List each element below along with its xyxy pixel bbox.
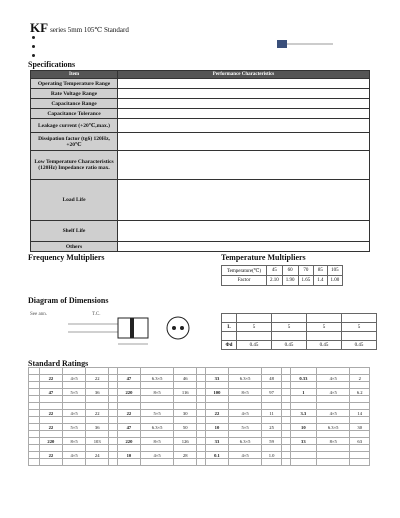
- dimension-table: [221, 313, 377, 350]
- diagram-label-top: T.C.: [92, 312, 101, 317]
- table-row: Rate Voltage Range: [31, 89, 370, 99]
- table-row: Capacitance Tolerance: [31, 109, 370, 119]
- table-row: Leakage current (+20℃,max.): [31, 119, 370, 133]
- table-row: [222, 314, 377, 323]
- table-row: 22 4×5 22 47 6.3×5 46 33 6.3×5 48 0.33 4×5 2: [29, 375, 370, 382]
- table-row: Shelf Life: [31, 221, 370, 242]
- table-row: Operating Temperature Range: [31, 79, 370, 89]
- standard-ratings-heading: Standard Ratings: [28, 359, 89, 368]
- temp-label: Temperature(℃): [222, 266, 267, 276]
- table-row: Capacitance Range: [31, 99, 370, 109]
- capacitor-photo: [275, 39, 335, 49]
- specifications-heading: Specifications: [28, 60, 76, 69]
- series-subtitle: series 5mm 105℃ Standard: [50, 26, 129, 34]
- table-row: [29, 396, 370, 403]
- table-row: [29, 445, 370, 452]
- spec-header-performance: Performance Characteristics: [118, 71, 370, 79]
- series-code: KF: [30, 20, 49, 35]
- standard-ratings-table: [28, 367, 370, 466]
- feature-bullets: [32, 34, 41, 61]
- frequency-multipliers-heading: Frequency Multipliers: [28, 253, 105, 262]
- table-row: Load Life: [31, 180, 370, 221]
- table-row: [29, 382, 370, 389]
- table-row: 47 5×5 36 220 8×5 116 100 8×5 97 1 4×5 6.2: [29, 389, 370, 396]
- spec-header-item: Item: [31, 71, 118, 79]
- diagram-heading: Diagram of Dimensions: [28, 296, 109, 305]
- table-row: [29, 417, 370, 424]
- table-row: Others: [31, 242, 370, 252]
- dimension-diagram: [28, 306, 198, 356]
- table-row: [222, 332, 377, 341]
- table-row: [29, 459, 370, 466]
- bullet-icon: [32, 54, 35, 57]
- table-row: 22 5×5 36 47 6.3×5 50 10 5×5 25 10 6.3×5 30: [29, 424, 370, 431]
- table-row: L 5 5 5 5: [222, 323, 377, 332]
- table-row: [29, 403, 370, 410]
- table-row: [29, 368, 370, 375]
- series-title: [30, 20, 129, 36]
- diagram-label-left: See ann.: [30, 312, 47, 317]
- table-row: Temperature(℃) 45 60 70 85 105: [222, 266, 343, 276]
- temperature-multipliers-table: [221, 265, 343, 286]
- table-row: [29, 431, 370, 438]
- capacitor-drawing: [28, 306, 198, 356]
- table-row: Low Temperature Characteristics (120Hz) Impedance ratio max.: [31, 151, 370, 180]
- bullet-item: [32, 43, 41, 52]
- temperature-multipliers-heading: Temperature Multipliers: [221, 253, 306, 262]
- table-row: 220 8×5 103 220 8×5 126 33 6.3×5 59 33 8×5 63: [29, 438, 370, 445]
- bullet-item: [32, 34, 41, 43]
- specifications-table: [30, 70, 370, 252]
- table-row: Factor 2.10 1.90 1.65 1.4 1.00: [222, 276, 343, 286]
- table-row: 22 4×5 24 10 4×5 28 0.1 4×5 1.0: [29, 452, 370, 459]
- bullet-icon: [32, 45, 35, 48]
- table-row: 22 4×5 22 22 5×5 30 22 4×5 11 3.3 4×5 14: [29, 410, 370, 417]
- table-row: Dissipation factor (tgδ) 120Hz, +20℃: [31, 133, 370, 151]
- table-row: Φd 0.45 0.45 0.45 0.45: [222, 341, 377, 350]
- bullet-icon: [32, 36, 35, 39]
- factor-label: Factor: [222, 276, 267, 286]
